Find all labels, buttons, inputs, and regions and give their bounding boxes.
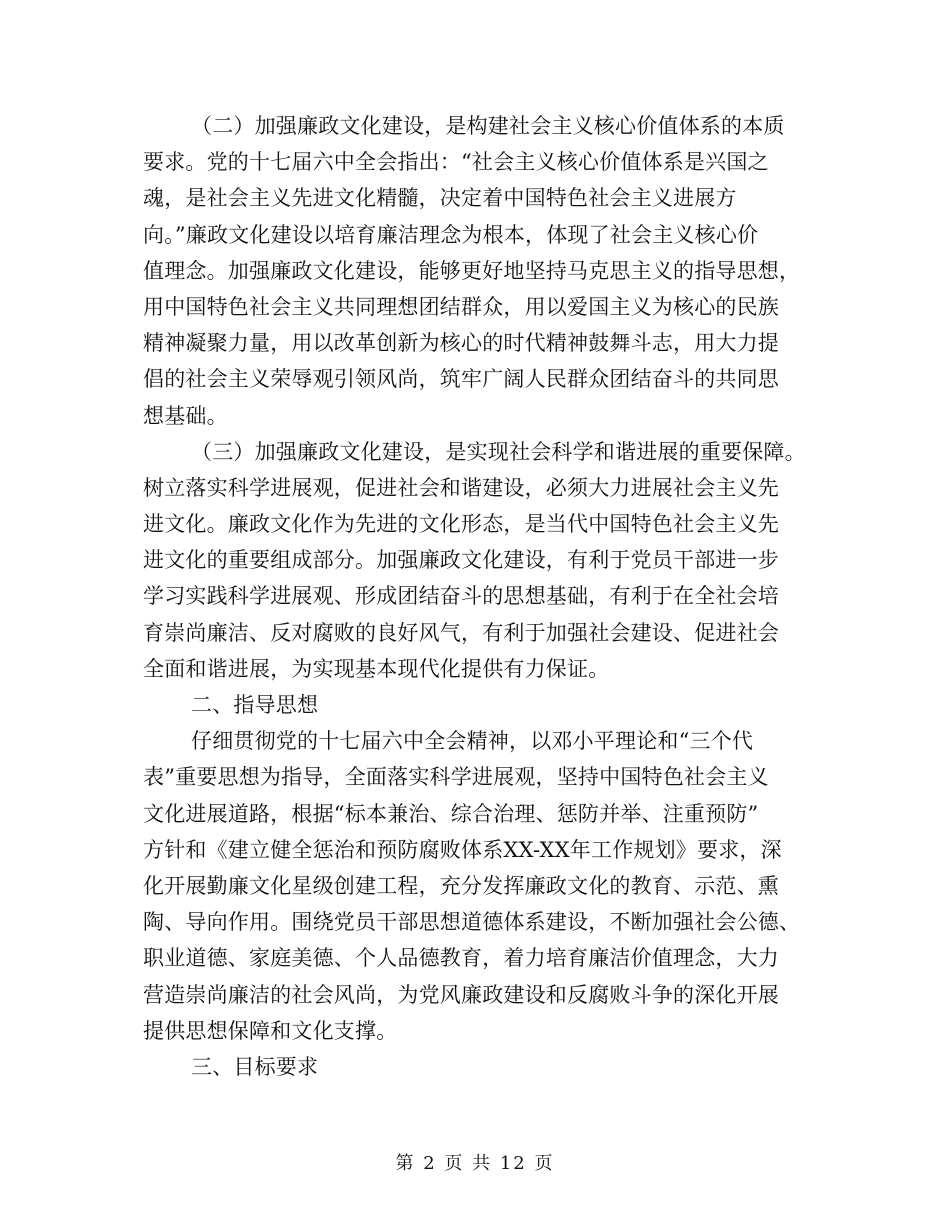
paragraph-2-line-3: 魂，是社会主义先进文化精髓，决定着中国特色社会主义进展方 <box>143 186 737 211</box>
paragraph-2-line-2: 要求。党的十七届六中全会指出：“社会主义核心价值体系是兴国之 <box>143 150 769 175</box>
section-heading-guiding-ideology: 二、指导思想 <box>191 693 319 717</box>
paragraph-3-line-1: （三）加强廉政文化建设，是实现社会科学和谐进展的重要保障。 <box>191 439 806 464</box>
paragraph-3-line-5: 学习实践科学进展观、形成团结奋斗的思想基础，有利于在全社会培 <box>143 584 779 609</box>
paragraph-2-line-7: 精神凝聚力量，用以改革创新为核心的时代精神鼓舞斗志，用大力提 <box>143 331 779 356</box>
paragraph-2-line-1: （二）加强廉政文化建设，是构建社会主义核心价值体系的本质 <box>191 114 785 138</box>
paragraph-2-line-8: 倡的社会主义荣辱观引领风尚，筑牢广阔人民群众团结奋斗的共同思 <box>143 367 779 392</box>
paragraph-4-line-4: 方针和《建立健全惩治和预防腐败体系XX-XX年工作规划》要求，深 <box>143 837 782 862</box>
paragraph-4-line-8: 营造崇尚廉洁的社会风尚，为党风廉政建设和反腐败斗争的深化开展 <box>143 982 779 1007</box>
paragraph-3-line-3: 进文化。廉政文化作为先进的文化形态，是当代中国特色社会主义先 <box>143 512 779 537</box>
paragraph-4-line-3: 文化进展道路，根据“标本兼治、综合治理、惩防并举、注重预防” <box>143 801 759 826</box>
paragraph-2-line-9: 想基础。 <box>143 403 228 428</box>
paragraph-2-line-6: 用中国特色社会主义共同理想团结群众，用以爱国主义为核心的民族 <box>143 294 779 319</box>
paragraph-4-line-7: 职业道德、家庭美德、个人品德教育，着力培育廉洁价值理念，大力 <box>143 946 779 971</box>
paragraph-4-line-2: 表”重要思想为指导，全面落实科学进展观，坚持中国特色社会主义 <box>143 765 769 790</box>
paragraph-3-line-4: 进文化的重要组成部分。加强廉政文化建设，有利于党员干部进一步 <box>143 548 779 573</box>
page-number-footer: 第 2 页 共 12 页 <box>395 1153 555 1174</box>
section-heading-goals: 三、目标要求 <box>191 1054 319 1079</box>
paragraph-2-line-5: 值理念。加强廉政文化建设，能够更好地坚持马克思主义的指导思想， <box>143 258 801 283</box>
paragraph-4-line-6: 陶、导向作用。围绕党员干部思想道德体系建设，不断加强社会公德、 <box>143 910 801 935</box>
paragraph-3-line-7: 全面和谐进展，为实现基本现代化提供有力保证。 <box>143 656 610 681</box>
paragraph-2-line-4: 向。”廉政文化建设以培育廉洁理念为根本，体现了社会主义核心价 <box>143 222 759 247</box>
paragraph-4-line-5: 化开展勤廉文化星级创建工程，充分发挥廉政文化的教育、示范、熏 <box>143 873 779 898</box>
paragraph-4-line-9: 提供思想保障和文化支撑。 <box>143 1018 398 1043</box>
paragraph-3-line-6: 育崇尚廉洁、反对腐败的良好风气，有利于加强社会建设、促进社会 <box>143 620 779 645</box>
paragraph-4-line-1: 仔细贯彻党的十七届六中全会精神，以邓小平理论和“三个代 <box>191 729 754 754</box>
paragraph-3-line-2: 树立落实科学进展观，促进社会和谐建设，必须大力进展社会主义先 <box>143 475 779 500</box>
document-body <box>143 108 806 1085</box>
